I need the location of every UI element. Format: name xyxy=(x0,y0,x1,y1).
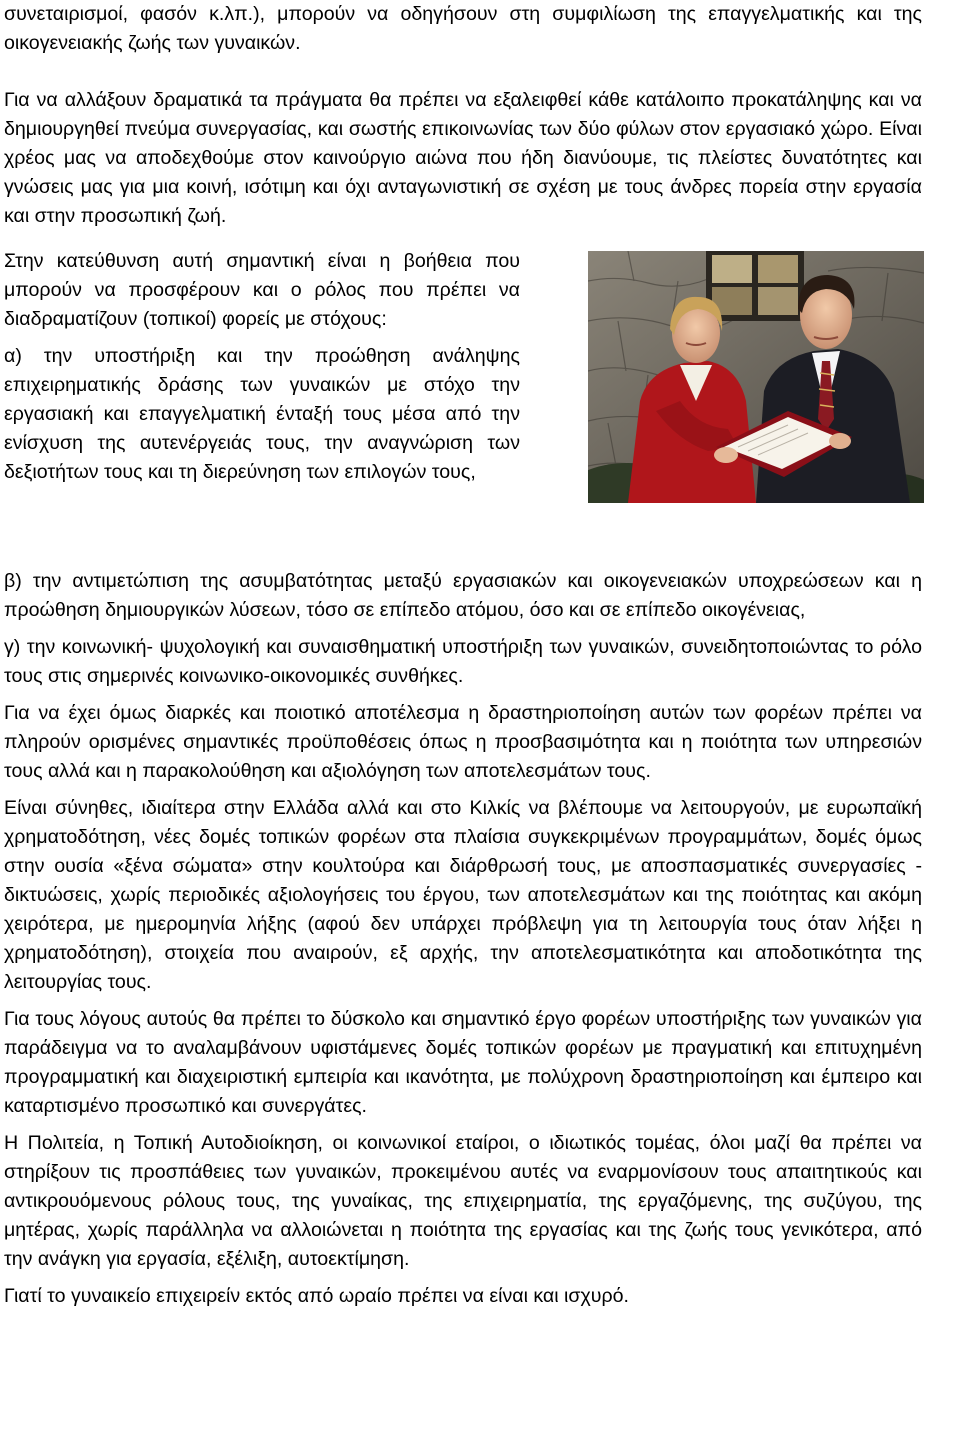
paragraph-quality: Για να έχει όμως διαρκές και ποιοτικό αποτέλεσμα η δραστηριοποίηση αυτών των φορέων πρέπει να πληρούν ορισμένες σημαντικές προϋποθέσεις όπως η προσβασιμότητα και η ποιότητα των υπηρεσιών τους αλλά και η παρακολούθηση και αξιολόγηση των αποτελεσμάτων τους. xyxy=(4,702,922,782)
business-couple-photo xyxy=(588,251,924,503)
paragraph-goal-a: α) την υποστήριξη και την προώθηση ανάληψης επιχειρηματικής δράσης των γυναικών με στόχο την εργασιακή και επαγγελματική ένταξή τους μέσα από την ενίσχυση της αυτενέργειάς τους, την αναγνώριση των δεξιοτήτων τους και τη διερεύνηση των επιλογών τους, xyxy=(4,345,520,483)
paragraph-conclusion: Γιατί το γυναικείο επιχειρείν εκτός από ωραίο πρέπει να είναι και ισχυρό. xyxy=(4,1285,629,1307)
document-page xyxy=(4,0,922,1311)
paragraph-reasons: Για τους λόγους αυτούς θα πρέπει το δύσκολο και σημαντικό έργο φορέων υποστήριξης των γυναικών για παράδειγμα να το αναλαμβάνουν υφιστάμενες δομές τοπικών φορέων με πραγματική και επιτυχημένη προγραμματική και διαχειριστική εμπειρία και ικανότητα, με πολύχρονη δραστηριοποίηση και έμπειρο και καταρτισμένο προσωπικό και συνεργάτες. xyxy=(4,1008,922,1117)
text-with-photo-section xyxy=(4,247,922,567)
paragraph-common-practice: Είναι σύνηθες, ιδιαίτερα στην Ελλάδα αλλά και στο Κιλκίς να βλέπουμε να λειτουργούν, με ευρωπαϊκή χρηματοδότηση, νέες δομές τοπικών φορέων στα πλαίσια συγκεκριμένων προγραμμάτων, δομές όμως στην ουσία «ξένα σώματα» στην κουλτούρα και διάρθρωσή τους, με αποσπασματικές συνεργασίες - δικτυώσεις, χωρίς περιοδικές αξιολογήσεις του έργου, των αποτελεσμάτων και της ποιότητας και ακόμη χειρότερα, με ημερομηνία λήξης (αφού δεν υπάρχει πρόβλεψη για τη λειτουργία τους όταν λήξει η χρηματοδότηση), στοιχεία που αναιρούν, εξ αρχής, την αποτελεσματικότητα και αποδοτικότητα της λειτουργίας τους. xyxy=(4,797,922,993)
paragraph-state-support: Η Πολιτεία, η Τοπική Αυτοδιοίκηση, οι κοινωνικοί εταίροι, ο ιδιωτικός τομέας, όλοι μαζί θα πρέπει να στηρίξουν τις προσπάθειες των γυναικών, προκειμένου αυτές να εναρμονίσουν τους απαιτητικούς και αντικρουόμενους ρόλους τους, της γυναίκας, της επιχειρηματία, της εργαζόμενης, της συζύγου, της μητέρας, χωρίς παράλληλα να αλλοιώνεται η ποιότητα της εργασίας και της ζωής τους γενικότερα, από την ανάγκη για εργασία, εξέλιξη, αυτοεκτίμηση. xyxy=(4,1132,922,1270)
paragraph-direction: Στην κατεύθυνση αυτή σημαντική είναι η βοήθεια που μπορούν να προσφέρουν και ο ρόλος που πρέπει να διαδραματίζουν (τοπικοί) φορείς με στόχους: xyxy=(4,250,520,330)
left-text-column xyxy=(4,247,520,487)
paragraph-goal-c: γ) την κοινωνική- ψυχολογική και συναισθηματική υποστήριξη των γυναικών, συνειδητοποιώντας το ρόλο τους στις σημερινές κοινωνικο-οικονομικές συνθήκες. xyxy=(4,636,922,687)
paragraph-goal-b: β) την αντιμετώπιση της ασυμβατότητας μεταξύ εργασιακών και οικογενειακών υποχρεώσεων και η προώθηση δημιουργικών λύσεων, τόσο σε επίπεδο ατόμου, όσο και σε επίπεδο οικογένειας, xyxy=(4,570,922,621)
remaining-text xyxy=(4,567,922,1311)
paragraph-prejudice: Για να αλλάξουν δραματικά τα πράγματα θα πρέπει να εξαλειφθεί κάθε κατάλοιπο προκατάληψης και να δημιουργηθεί πνεύμα συνεργασίας, και σωστής επικοινωνίας των δύο φύλων στον εργασιακό χώρο. Είναι χρέος μας να αποδεχθούμε στον καινούργιο αιώνα που ήδη διανύουμε, τις πλείστες δυνατότητες και γνώσεις μας για μια κοινή, ισότιμη και όχι ανταγωνιστική σε σχέση με τους άνδρες πορεία στην εργασία και στην προσωπική ζωή. xyxy=(4,89,922,227)
paragraph-intro-continuation: συνεταιρισμοί, φασόν κ.λπ.), μπορούν να οδηγήσουν στη συμφιλίωση της επαγγελματικής και της οικογενειακής ζωής των γυναικών. xyxy=(4,3,922,54)
